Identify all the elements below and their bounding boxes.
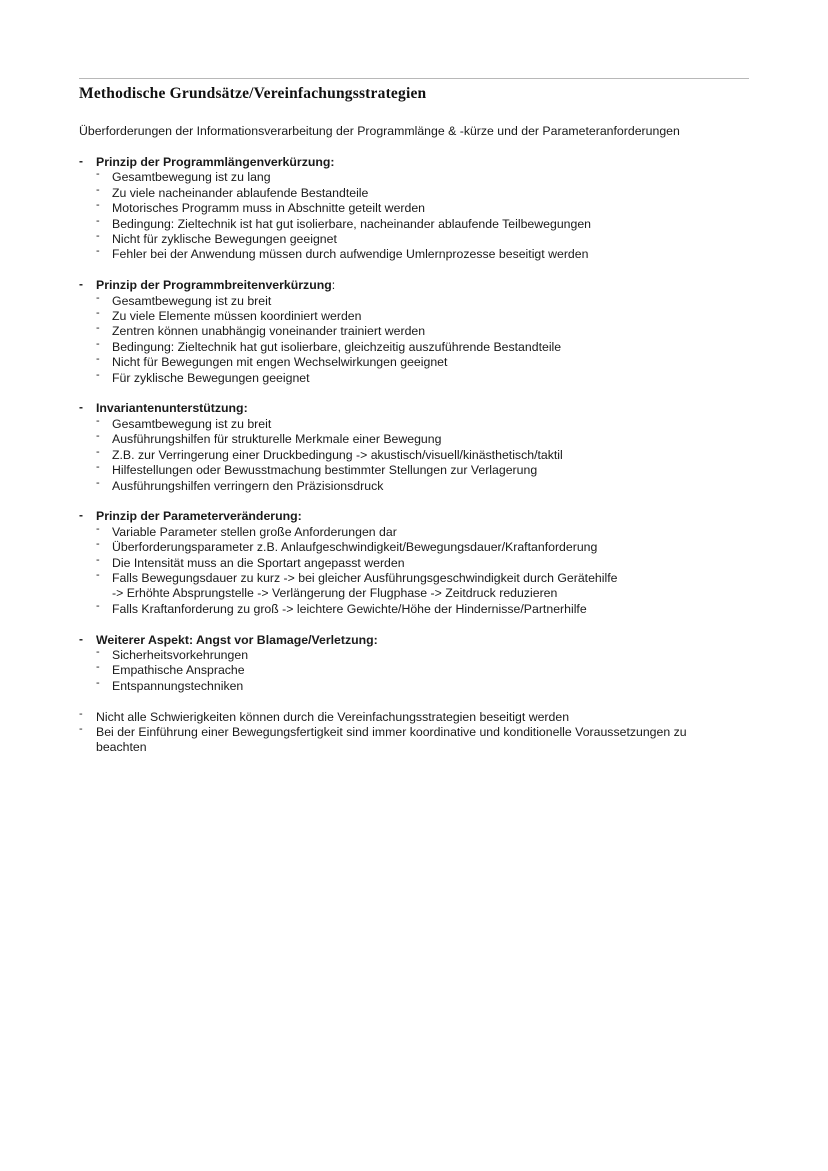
dash-bullet: - (96, 291, 100, 304)
note-item (79, 707, 739, 725)
list-item-text: Falls Kraftanforderung zu groß -> leichtere Gewichte/Höhe der Hindernisse/Partnerhilfe (112, 601, 587, 616)
list-item-text: Ausführungshilfen für strukturelle Merkmale einer Bewegung (112, 432, 442, 447)
section-weiterer-aspekt (79, 633, 739, 695)
section-heading (79, 633, 739, 648)
dash-bullet: - (96, 183, 100, 196)
list-item-text: Bedingung: Zieltechnik ist hat gut isolierbare, nacheinander ablaufende Teilbewegungen (112, 216, 592, 231)
list-item (79, 337, 739, 355)
dash-bullet: - (79, 631, 83, 646)
list-item (79, 463, 739, 478)
section-heading-text: Weiterer Aspekt: Angst vor Blamage/Verletzung: (96, 632, 378, 647)
list-item-text: Falls Bewegungsdauer zu kurz -> bei gleicher Ausführungsgeschwindigkeit durch Gerätehilfe (112, 570, 618, 585)
list-item-text: Variable Parameter stellen große Anforderungen dar (112, 524, 397, 539)
sub-list (79, 291, 739, 386)
list-item-text: Die Intensität muss an die Sportart angepasst werden (112, 555, 405, 570)
dash-bullet: - (96, 168, 100, 181)
list-item (79, 309, 739, 324)
list-item (79, 676, 739, 694)
dash-bullet: - (96, 538, 100, 551)
list-item-text: Empathische Ansprache (112, 663, 245, 678)
note-item (79, 722, 739, 756)
dash-bullet: - (96, 645, 100, 658)
list-item-text: Z.B. zur Verringerung einer Druckbedingung -> akustisch/visuell/kinästhetisch/taktil (112, 447, 563, 462)
dash-bullet: - (96, 445, 100, 458)
dash-bullet: - (96, 553, 100, 566)
list-item (79, 355, 739, 370)
list-item-text: Sicherheitsvorkehrungen (112, 647, 249, 662)
list-item (79, 183, 739, 201)
dash-bullet: - (96, 245, 100, 258)
list-item (79, 201, 739, 216)
list-item-text: Hilfestellungen oder Bewusstmachung bestimmter Stellungen zur Verlagerung (112, 463, 538, 478)
dash-bullet: - (96, 214, 100, 227)
list-item-text: Motorisches Programm muss in Abschnitte geteilt werden (112, 201, 426, 216)
section-heading (79, 155, 739, 170)
dash-bullet: - (96, 368, 100, 381)
list-item-text: Ausführungshilfen verringern den Präzisionsdruck (112, 478, 384, 493)
list-item (79, 324, 739, 339)
list-item (79, 232, 739, 247)
note-text: Nicht alle Schwierigkeiten können durch die Vereinfachungsstrategien beseitigt werden (96, 709, 570, 724)
list-item-continuation: -> Erhöhte Absprungstelle -> Verlängerung der Flugphase -> Zeitdruck reduzieren (112, 586, 558, 601)
section-programmbreitenverkuerzung (79, 278, 739, 386)
section-programmlaengenverkuerzung (79, 155, 739, 263)
list-item-text: Zu viele nacheinander ablaufende Bestandteile (112, 185, 369, 200)
dash-bullet: - (96, 337, 100, 350)
sub-list (79, 170, 739, 262)
dash-bullet: - (79, 277, 83, 292)
section-heading (79, 278, 739, 293)
dash-bullet: - (96, 199, 100, 212)
document-title: Methodische Grundsätze/Vereinfachungsstrategien (79, 85, 427, 102)
dash-bullet: - (96, 414, 100, 427)
closing-notes (79, 707, 739, 756)
list-item-text: Gesamtbewegung ist zu breit (112, 416, 272, 431)
dash-bullet: - (79, 722, 83, 735)
list-item (79, 445, 739, 463)
dash-bullet: - (96, 476, 100, 489)
dash-bullet: - (79, 154, 83, 168)
list-item (79, 522, 739, 540)
list-item (79, 414, 739, 432)
list-item (79, 432, 739, 447)
list-item-text: Gesamtbewegung ist zu breit (112, 293, 272, 308)
list-item-text: Bedingung: Zieltechnik hat gut isolierbare, gleichzeitig auszuführende Bestandteile (112, 339, 562, 354)
list-item-text: Fehler bei der Anwendung müssen durch aufwendige Umlernprozesse beseitigt werden (112, 247, 589, 262)
list-item (79, 476, 739, 494)
list-item (79, 247, 739, 262)
dash-bullet: - (96, 230, 100, 243)
dash-bullet: - (96, 676, 100, 689)
dash-bullet: - (96, 307, 100, 320)
section-invariantenunterstuetzung (79, 401, 739, 493)
list-item-text: Nicht für zyklische Bewegungen geeignet (112, 232, 337, 247)
dash-bullet: - (96, 568, 100, 581)
list-item (79, 368, 739, 386)
dash-bullet: - (79, 707, 83, 720)
sub-list (79, 522, 739, 617)
list-item-text: Zu viele Elemente müssen koordiniert werden (112, 309, 362, 324)
section-heading-text: Prinzip der Programmbreitenverkürzung (96, 278, 332, 293)
list-item (79, 553, 739, 571)
list-item (79, 645, 739, 663)
dash-bullet: - (96, 430, 100, 443)
section-heading-text: Invariantenunterstützung: (96, 401, 248, 416)
section-heading (79, 401, 739, 416)
intro-text: Überforderungen der Informationsverarbeitung der Programmlänge & -kürze und der Parameteranforderungen (79, 124, 680, 138)
dash-bullet: - (79, 400, 83, 415)
list-item (79, 568, 739, 602)
list-item-text: Nicht für Bewegungen mit engen Wechselwirkungen geeignet (112, 355, 448, 370)
list-item-text: Gesamtbewegung ist zu lang (112, 170, 271, 185)
dash-bullet: - (79, 508, 83, 523)
list-item (79, 291, 739, 309)
dash-bullet: - (96, 522, 100, 535)
list-item-text: Zentren können unabhängig voneinander trainiert werden (112, 324, 426, 339)
list-item (79, 599, 739, 617)
section-parameterveraenderung (79, 509, 739, 617)
list-item-text: Überforderungsparameter z.B. Anlaufgeschwindigkeit/Bewegungsdauer/Kraftanforderung (112, 540, 598, 555)
content (79, 155, 739, 756)
section-heading (79, 509, 739, 524)
section-heading-colon: : (331, 278, 336, 293)
sub-list (79, 645, 739, 694)
section-heading-text: Prinzip der Programmlängenverkürzung: (96, 155, 335, 169)
section-heading-text: Prinzip der Parameterveränderung: (96, 509, 302, 524)
list-item (79, 214, 739, 232)
dash-bullet: - (96, 599, 100, 612)
list-item-text: Für zyklische Bewegungen geeignet (112, 370, 310, 385)
top-divider (79, 78, 749, 79)
list-item (79, 540, 739, 555)
list-item (79, 663, 739, 678)
dash-bullet: - (96, 322, 100, 335)
note-text: Bei der Einführung einer Bewegungsfertigkeit sind immer koordinative und konditionelle Voraussetzungen zu beachten (96, 724, 687, 755)
list-item (79, 170, 739, 185)
list-item-text: Entspannungstechniken (112, 678, 244, 693)
dash-bullet: - (96, 353, 100, 366)
sub-list (79, 414, 739, 494)
dash-bullet: - (96, 661, 100, 674)
dash-bullet: - (96, 461, 100, 474)
